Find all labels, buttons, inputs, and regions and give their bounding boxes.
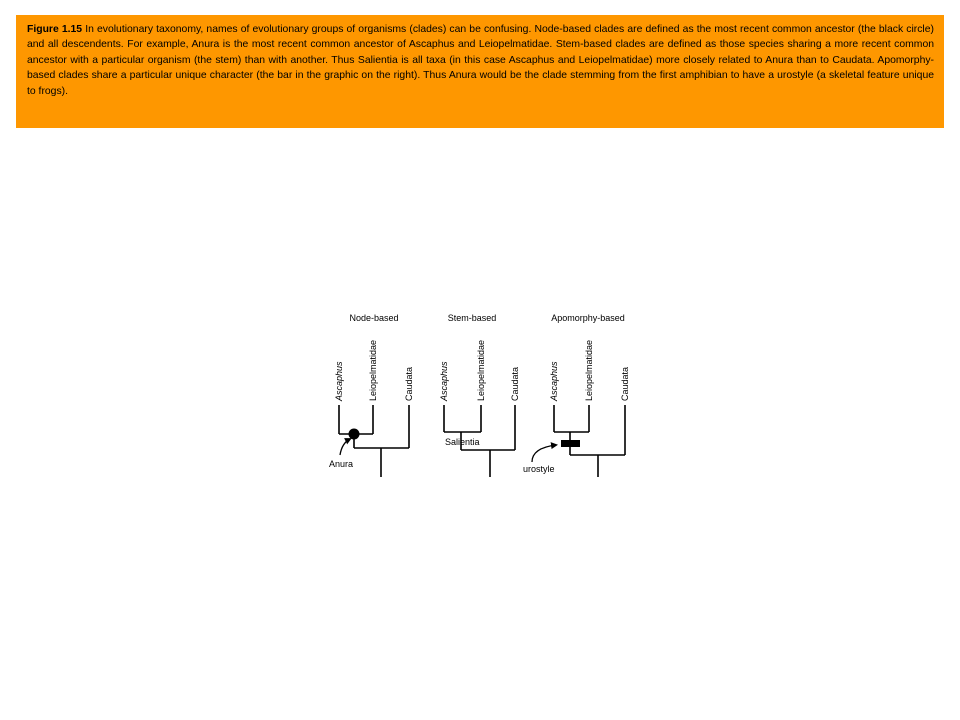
clade-label-salientia: Salientia — [445, 437, 480, 447]
clade-label-anura: Anura — [329, 459, 354, 469]
taxon-label-caudata: Caudata — [620, 366, 630, 401]
cladogram-figure — [320, 305, 650, 485]
panel-node-based — [329, 313, 414, 477]
panel-stem-based — [439, 313, 520, 477]
panel-title-node-based: Node-based — [349, 313, 399, 323]
panel-title-stem-based: Stem-based — [447, 313, 497, 323]
arrow-to-node — [340, 439, 350, 455]
taxon-label-leiopelmatidae: Leiopelmatidae — [368, 339, 378, 401]
taxon-label-ascaphus: Ascaphus — [549, 361, 559, 401]
arrow-to-character-bar — [532, 445, 556, 462]
character-label-urostyle: urostyle — [523, 464, 555, 474]
taxon-label-leiopelmatidae: Leiopelmatidae — [476, 339, 486, 401]
cladogram-svg — [320, 305, 650, 485]
node-circle — [349, 429, 360, 440]
taxon-label-caudata: Caudata — [510, 366, 520, 401]
panel-title-apomorphy-based: Apomorphy-based — [551, 313, 625, 323]
taxon-label-ascaphus: Ascaphus — [334, 361, 344, 401]
figure-label: Figure 1.15 — [27, 24, 83, 35]
character-bar — [561, 440, 580, 447]
taxon-label-caudata: Caudata — [404, 366, 414, 401]
figure-caption-box — [16, 15, 944, 128]
taxon-label-leiopelmatidae: Leiopelmatidae — [584, 339, 594, 401]
caption-body: In evolutionary taxonomy, names of evolutionary groups of organisms (clades) can be confusing. Node-based clades are defined as the most recent common ancestor (the black circle) and all descendents. For example, Anura is the most recent common ancestor of Ascaphus and Leiopelmatidae. Stem-based clades are defined as those species sharing a more recent common ancestor with a particular organism (the stem) than with another. Thus Salientia is all taxa (in this case Ascaphus and Leiopelmatidae) more closely related to Anura than to Caudata. Apomorphy-based clades share a particular unique character (the bar in the graphic on the right). Thus Anura would be the clade stemming from the first amphibian to have a urostyle (a skeletal feature unique to frogs). — [27, 24, 934, 97]
figure-caption — [27, 22, 934, 99]
panel-apomorphy-based — [523, 313, 630, 477]
taxon-label-ascaphus: Ascaphus — [439, 361, 449, 401]
